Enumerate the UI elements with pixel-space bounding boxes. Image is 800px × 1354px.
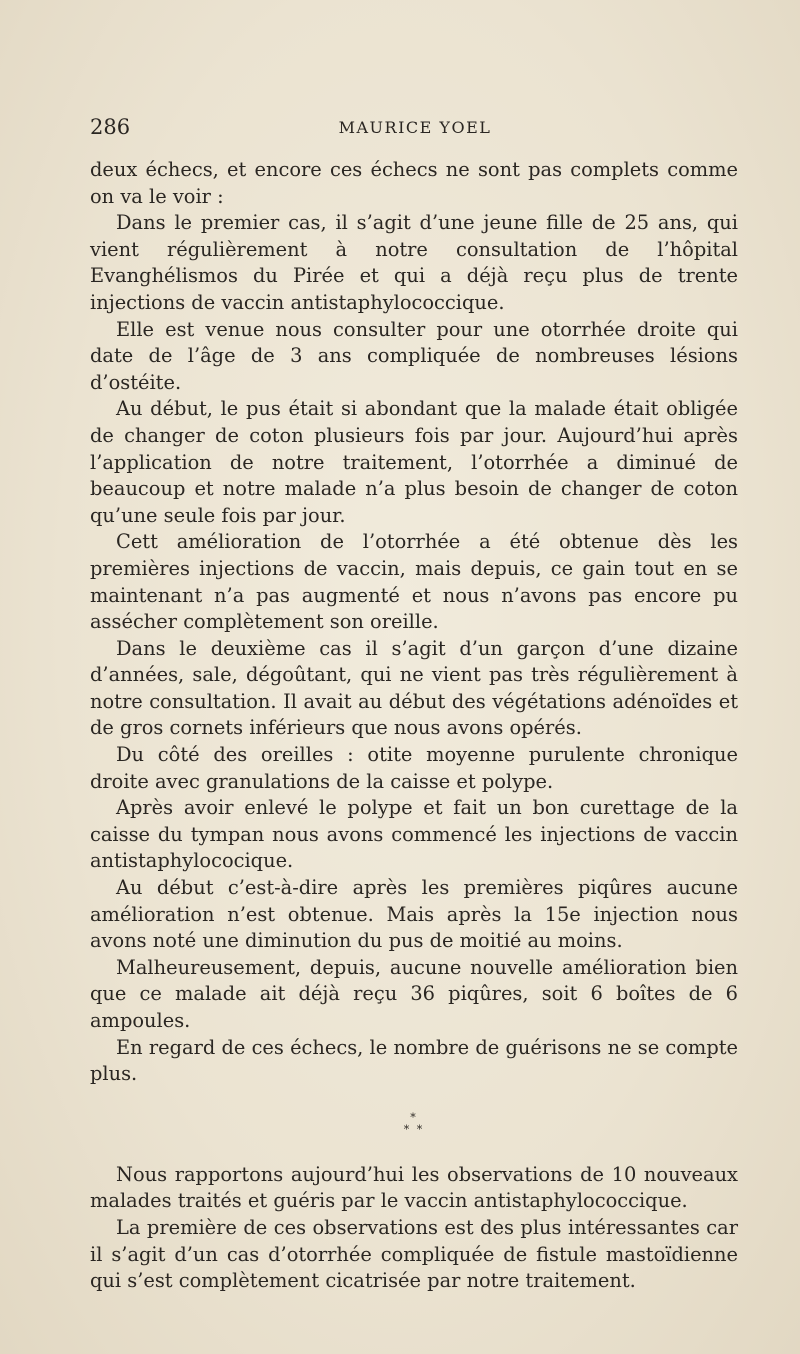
paragraph: Après avoir enlevé le polype et fait un bon curettage de la caisse du tympan nous avons commencé les injections de vaccin antistaphylococique. (90, 796, 738, 873)
asterism-separator (90, 1112, 738, 1136)
paragraph: deux échecs, et encore ces échecs ne sont pas complets comme on va le voir : (90, 158, 738, 208)
paragraph: Dans le deuxième cas il s’agit d’un garçon d’une dizaine d’années, sale, dégoûtant, qui ne vient pas très régulièrement à notre consultation. Il avait au début des végétations adénoïdes et de gros cornets inférieurs que nous avons opérés. (90, 636, 738, 740)
asterism-bottom: * * (403, 1122, 425, 1136)
asterism-top: * (410, 1110, 418, 1124)
paragraph: Dans le premier cas, il s’agit d’une jeune fille de 25 ans, qui vient régulièrement à notre consultation de l’hôpital Evanghélismos du Pirée et qui a déjà reçu plus de trente injections de vaccin antistaphylococcique. (90, 211, 738, 314)
paragraph: En regard de ces échecs, le nombre de guérisons ne se compte plus. (90, 1035, 738, 1086)
paragraph: Nous rapportons aujourd’hui les observations de 10 nouveaux malades traités et guéris par le vaccin antistaphylococcique. (90, 1162, 738, 1213)
body-text (90, 157, 738, 1295)
paragraph: Du côté des oreilles : otite moyenne purulente chronique droite avec granulations de la caisse et polype. (90, 743, 738, 793)
running-title: MAURICE YOEL (338, 118, 492, 137)
paragraph: Elle est venue nous consulter pour une otorrhée droite qui date de l’âge de 3 ans compliquée de nombreuses lésions d’ostéite. (90, 317, 738, 394)
paragraph: Malheureusement, depuis, aucune nouvelle amélioration bien que ce malade ait déjà reçu 36 piqûres, soit 6 boîtes de 6 ampoules. (90, 955, 738, 1032)
running-head (90, 115, 740, 140)
page-number: 286 (90, 115, 131, 139)
paragraph: La première de ces observations est des plus intéressantes car il s’agit d’un cas d’otorrhée compliquée de fistule mastoïdienne qui s’est complètement cicatrisée par notre traitement. (90, 1215, 738, 1293)
paragraph: Au début, le pus était si abondant que la malade était obligée de changer de coton plusieurs fois par jour. Aujourd’hui après l’application de notre traitement, l’otorrhée a diminué de beaucoup et notre malade n’a plus besoin de changer de coton qu’une seule fois par jour. (90, 397, 738, 527)
paragraph: Au début c’est-à-dire après les premières piqûres aucune amélioration n’est obtenue. Mais après la 15e injection nous avons noté une diminution du pus de moitié au moins. (90, 876, 738, 953)
paragraph: Cett amélioration de l’otorrhée a été obtenue dès les premières injections de vaccin, mais depuis, ce gain tout en se maintenant n’a pas augmenté et nous n’avons pas encore pu assécher complètement son oreille. (90, 530, 738, 634)
